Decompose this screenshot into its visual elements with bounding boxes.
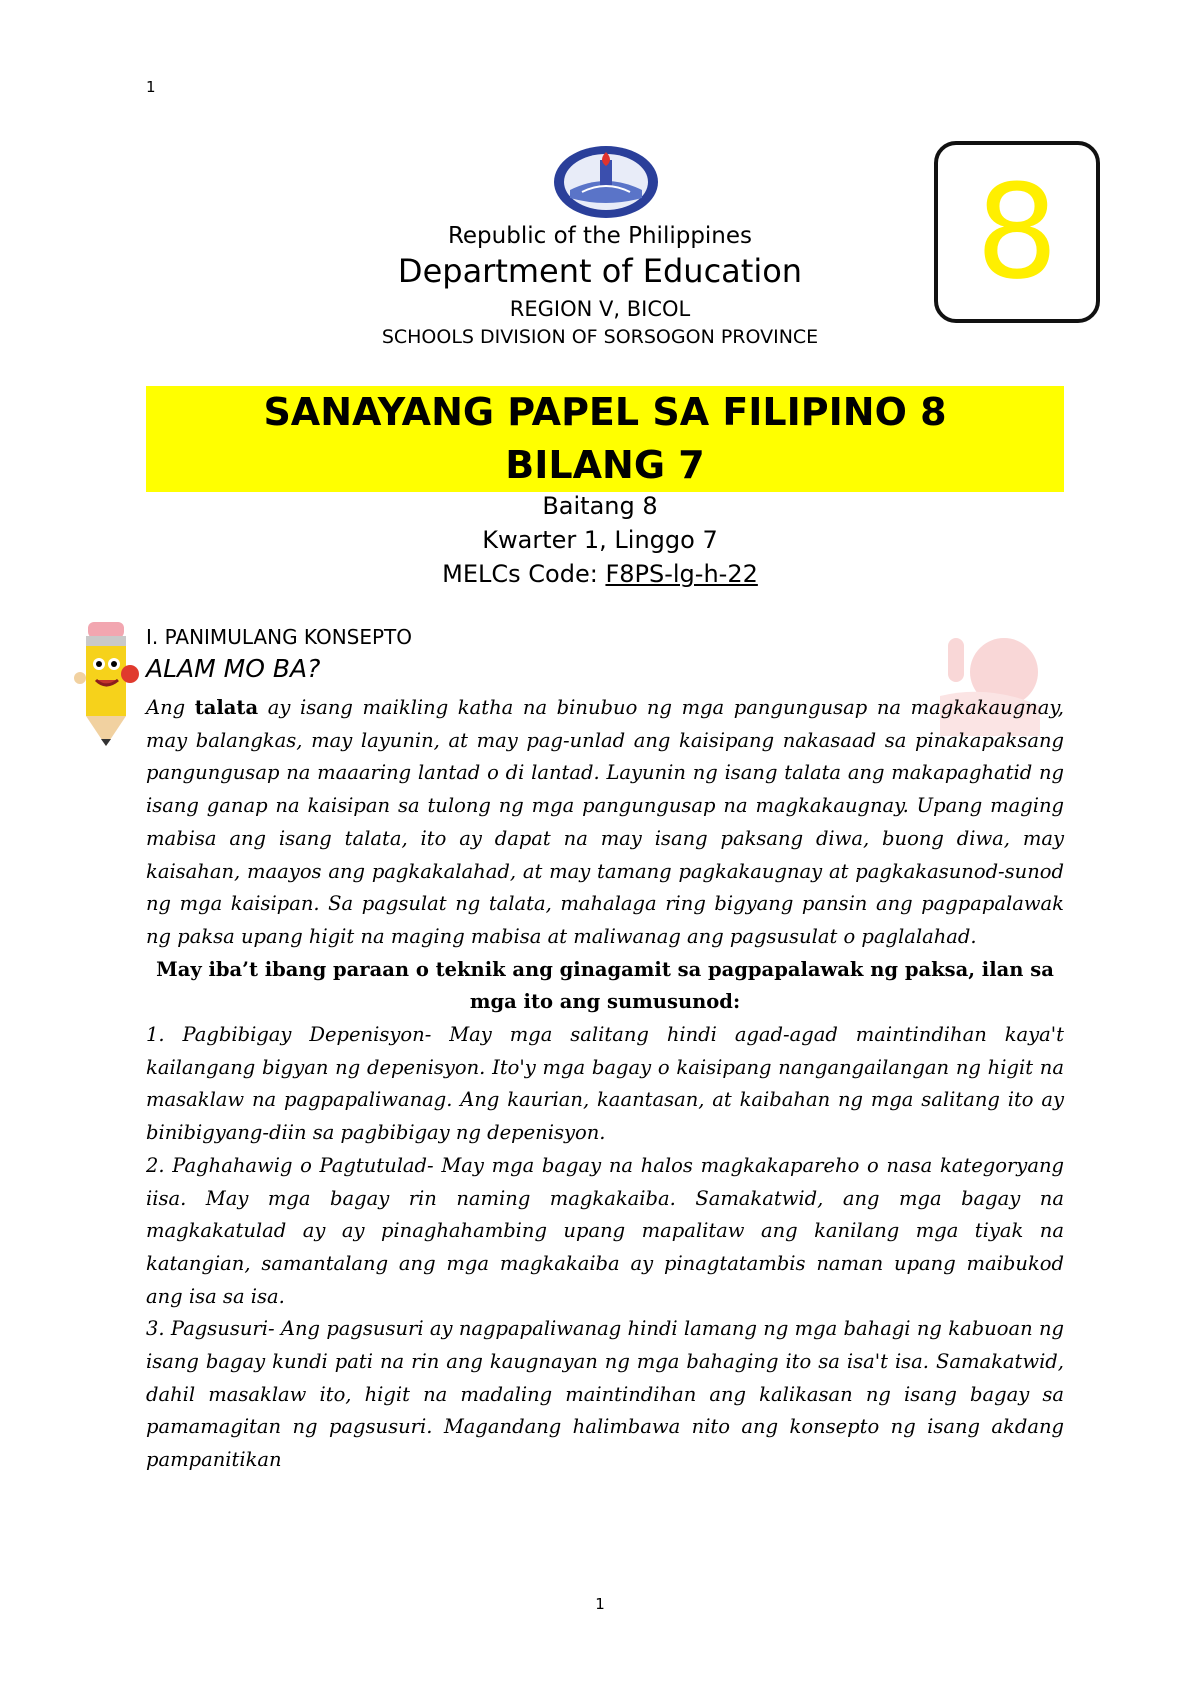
melcs-code-line: [0, 560, 1200, 588]
quarter-week: Kwarter 1, Linggo 7: [482, 526, 718, 554]
header-region: REGION V, BICOL: [509, 297, 691, 321]
technique-item-1: 1. Pagbibigay Depenisyon- May mga salitang hindi agad-agad maintindihan kaya't kailangang bigyan ng depenisyon. Ito'y mga bagay o kaisipang nangangailangan ng higit na masaklaw na pagpapaliwanag. Ang kaurian, kaantasan, at kaibahan ng mga salitang ito ay binibigyang-diin sa pagbibigay ng depenisyon.: [146, 1023, 1064, 1145]
melcs-label: MELCs Code:: [442, 560, 606, 588]
title-banner: [146, 386, 1064, 492]
melcs-code: F8PS-lg-h-22: [605, 560, 758, 588]
intro-paragraph: [146, 692, 1064, 954]
intro-lead: Ang: [146, 696, 195, 719]
body-content: [146, 692, 1064, 1477]
page-number-top: 1: [146, 78, 156, 96]
section-subheading: ALAM MO BA?: [146, 654, 321, 683]
header-division: SCHOOLS DIVISION OF SORSOGON PROVINCE: [381, 326, 819, 348]
intro-term: talata: [194, 696, 259, 719]
technique-item-3: 3. Pagsusuri- Ang pagsusuri ay nagpapaliwanag hindi lamang ng mga bahagi ng kabuoan ng isang bagay kundi pati na rin ang kaugnayan ng mga bahaging ito sa isa't isa. Samakatwid, dahil masaklaw ito, higit na madaling maintindihan ang kalikasan ng isang bagay sa pamamagitan ng pagsusuri. Magandang halimbawa nito ang konsepto ng isang akdang pampanitikan: [146, 1317, 1064, 1472]
title-line-1: SANAYANG PAPEL SA FILIPINO 8: [263, 390, 947, 434]
pencil-mascot-icon: [74, 618, 144, 750]
section-heading: I. PANIMULANG KONSEPTO: [146, 625, 413, 649]
header-republic: Republic of the Philippines: [447, 223, 753, 249]
technique-item-2: 2. Paghahawig o Pagtutulad- May mga bagay na halos magkakapareho o nasa kategoryang iisa. May mga bagay rin naming magkakaiba. Samakatwid, ang mga bagay na magkakatulad ay ay pinaghahambing upang mapalitaw ang kanilang mga tiyak na katangian, samantalang ang mga magkakaiba ay pinagtatambis naman upang maibukod ang isa sa isa.: [146, 1153, 1064, 1308]
grade-badge-number: 8: [975, 156, 1059, 308]
techniques-intro: May iba’t ibang paraan o teknik ang ginagamit sa pagpapalawak ng paksa, ilan sa mga ito ang sumusunod:: [156, 957, 1054, 1014]
deped-seal-logo: [552, 144, 660, 220]
grade-level: Baitang 8: [542, 492, 658, 520]
intro-text: ay isang maikling katha na binubuo ng mga pangungusap na magkakaugnay, may balangkas, may layunin, at may pag-unlad ang kaisipang nakasaad sa pinakapaksang pangungusap na maaaring lantad o di lantad. Layunin ng isang talata ang makapaghatid ng isang ganap na kaisipan sa tulong ng mga pangungusap na magkakaugnay. Upang maging mabisa ang isang talata, ito ay dapat na may isang paksang diwa, buong diwa, may kaisahan, maayos ang pagkakalahad, at may tamang pagkakaugnay at pagkakasunod-sunod ng mga kaisipan. Sa pagsulat ng talata, mahalaga ring bigyang pansin ang pagpapalawak ng paksa upang higit na maging mabisa at maliwanag ang pagsusulat o paglalahad.: [146, 696, 1064, 948]
title-line-2: BILANG 7: [505, 443, 705, 487]
page-number-bottom: 1: [595, 1595, 605, 1613]
header-department: Department of Education: [397, 252, 803, 290]
